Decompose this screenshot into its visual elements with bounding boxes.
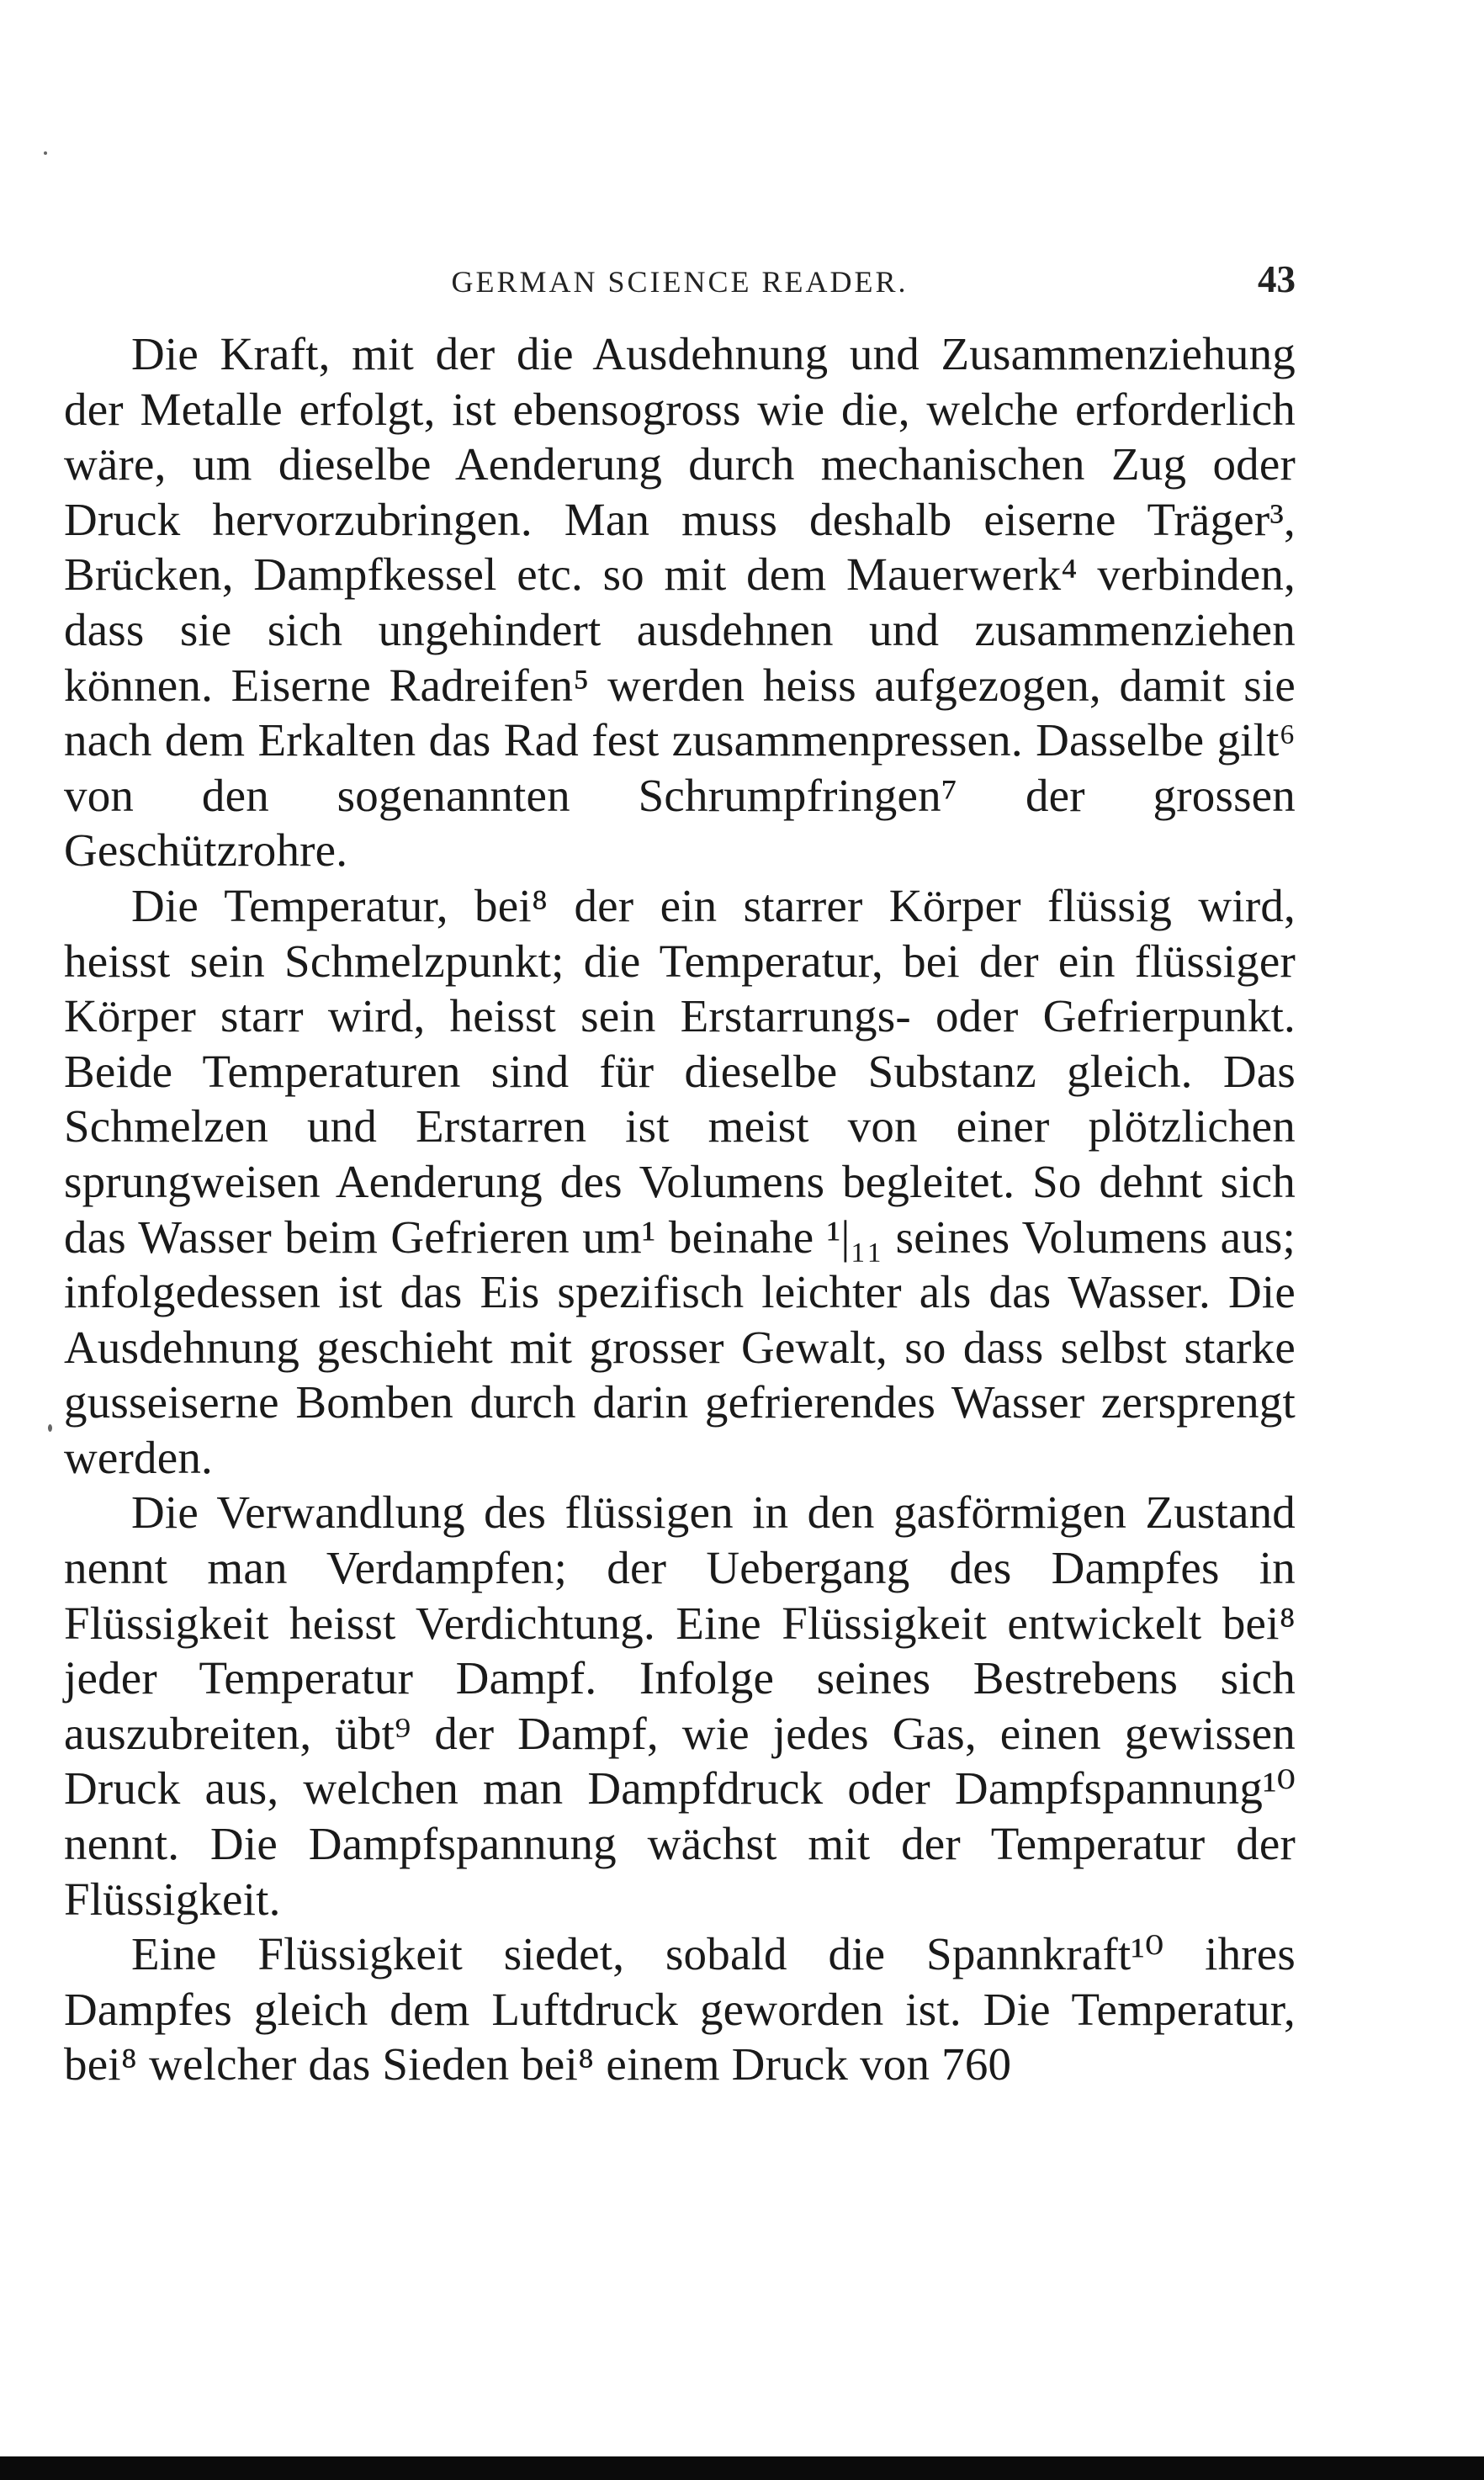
scan-speck [44, 151, 47, 155]
paragraph-evaporation: Die Verwandlung des flüssigen in den gasförmigen Zustand nennt man Verdampfen; der Uebergang des Dampfes in Flüssigkeit heisst Verdichtung. Eine Flüssigkeit entwickelt bei⁸ jeder Temperatur Dampf. Infolge seines Bestrebens sich auszubreiten, übt⁹ der Dampf, wie jedes Gas, einen gewissen Druck aus, welchen man Dampfdruck oder Dampfspannung¹⁰ nennt. Die Dampfspannung wächst mit der Temperatur der Flüssigkeit. [64, 1486, 1296, 1925]
paragraph-melting-point: Die Temperatur, bei⁸ der ein starrer Körper flüssig wird, heisst sein Schmelzpunkt; die Temperatur, bei der ein flüssiger Körper starr wird, heisst sein Erstarrungs- oder Gefrierpunkt. Beide Temperaturen sind für dieselbe Substanz gleich. Das Schmelzen und Erstarren ist meist von einer plötzlichen sprungweisen Aenderung des Volumens begleitet. So dehnt sich das Wasser beim Gefrieren um¹ beinahe ¹|₁₁ seines Volumens aus; infolgedessen ist das Eis spezifisch leichter als das Wasser. Die Ausdehnung geschieht mit grosser Gewalt, so dass selbst starke gusseiserne Bomben durch darin gefrierendes Wasser zersprengt werden. [64, 879, 1296, 1483]
paragraph-boiling: Eine Flüssigkeit siedet, sobald die Spannkraft¹⁰ ihres Dampfes gleich dem Luftdruck geworden ist. Die Temperatur, bei⁸ welcher das Sieden bei⁸ einem Druck von 760 [64, 1928, 1296, 2091]
scan-speck [48, 1424, 52, 1432]
running-title: GERMAN SCIENCE READER. [451, 265, 909, 299]
paragraph-thermal-expansion: Die Kraft, mit der die Ausdehnung und Zusammenziehung der Metalle erfolgt, ist ebensogross wie die, welche erforderlich wäre, um dieselbe Aenderung durch mechanischen Zug oder Druck hervorzubringen. Man muss deshalb eiserne Träger³, Brücken, Dampfkessel etc. so mit dem Mauerwerk⁴ verbinden, dass sie sich ungehindert ausdehnen und zusammenziehen können. Eiserne Radreifen⁵ werden heiss aufgezogen, damit sie nach dem Erkalten das Rad fest zusammenpressen. Dasselbe gilt⁶ von den sogenannten Schrumpfringen⁷ der grossen Geschützrohre. [64, 328, 1296, 877]
body-text [64, 326, 1296, 2092]
scan-edge-bar [0, 2456, 1484, 2480]
page-number: 43 [1258, 258, 1296, 300]
running-header [64, 257, 1296, 308]
